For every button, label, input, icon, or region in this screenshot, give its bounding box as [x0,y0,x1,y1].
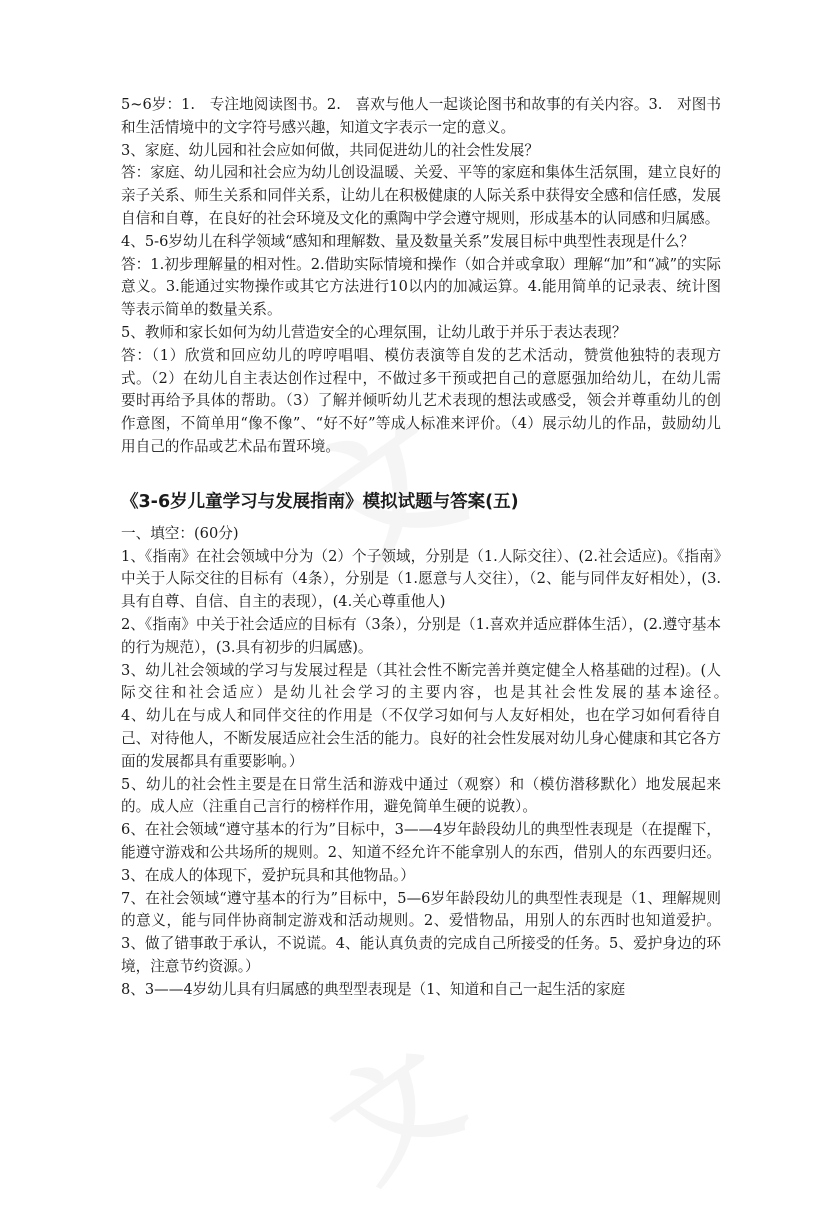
answer: 答：（1）欣赏和回应幼儿的哼哼唱唱、模仿表演等自发的艺术活动，赞赏他独特的表现方式。（2）在幼儿自主表达创作过程中，不做过多干预或把自己的意愿强加给幼儿，在幼儿需要时再给予具体的帮助。（3）了解并倾听幼儿艺术表现的想法或感受，领会并尊重幼儿的创作意图，不简单用“像不像”、“好不好”等成人标准来评价。（4）展示幼儿的作品，鼓励幼儿用自己的作品或艺术品布置环境。 [121,346,721,455]
list-item: 5、幼儿的社会性主要是在日常生活和游戏中通过（观察）和（模仿潜移默化）地发展起来的。成人应（注重自己言行的榜样作用，避免简单生硬的说教）。 [121,775,721,816]
question: 5、教师和家长如何为幼儿营造安全的心理氛围，让幼儿敢于并乐于表达表现？ [121,323,627,341]
fill-in-section [121,523,794,1002]
section-subheading: 一、填空：(60分) [121,524,239,542]
section-title: 《3-6岁儿童学习与发展指南》模拟试题与答案(五) [121,491,519,512]
list-item: 1、《指南》在社会领域中分为（2）个子领域，分别是（1.人际交往）、(2.社会适应)。《指南》中关于人际交往的目标有（4条），分别是（1.愿意与人交往），（2、能与同伴友好相处），(3.具有自尊、自信、自主的表现），(4.关心尊重他人) [121,547,721,611]
answer: 答：1.初步理解量的相对性。2.借助实际情境和操作（如合并或拿取）理解“加”和“减”的实际意义。3.能通过实物操作或其它方法进行10以内的加减运算。4.能用简单的记录表、统计图等表示简单的数量关系。 [121,255,721,319]
list-item: 8、3——4岁幼儿具有归属感的典型型表现是（1、知道和自己一起生活的家庭 [121,980,626,998]
intro-section [121,94,721,459]
question: 3、家庭、幼儿园和社会应如何做，共同促进幼儿的社会性发展？ [121,141,539,159]
list-item: 3、幼儿社会领域的学习与发展过程是（其社会性不断完善并奠定健全人格基础的过程)。(人际交往和社会适应）是幼儿社会学习的主要内容，也是其社会性发展的基本途径。 4、幼儿在与成人和同伴交往的作用是（不仅学习如何与人友好相处，也在学习如何看待自己、对待他人，不断发展适应社会生活的能力。良好的社会性发展对幼儿身心健康和其它各方面的发展都具有重要影响。） [121,661,794,770]
list-item: 7、在社会领域“遵守基本的行为”目标中，5—6岁年龄段幼儿的典型性表现是（1、理解规则的意义，能与同伴协商制定游戏和活动规则。2、爱惜物品，用别人的东西时也知道爱护。3、做了错事敢于承认，不说谎。4、能认真负责的完成自己所接受的任务。5、爱护身边的环境，注意节约资源。） [121,889,721,975]
watermark [292,1001,489,1211]
document-page [121,94,794,1001]
answer: 答：家庭、幼儿园和社会应为幼儿创设温暖、关爱、平等的家庭和集体生活氛围，建立良好的亲子关系、师生关系和同伴关系，让幼儿在积极健康的人际关系中获得安全感和信任感，发展自信和自尊，在良好的社会环境及文化的熏陶中学会遵守规则，形成基本的认同感和归属感。 [121,164,721,227]
list-item: 2、《指南》中关于社会适应的目标有（3条），分别是（1.喜欢并适应群体生活），(2.遵守基本的行为规范），(3.具有初步的归属感)。 [121,615,721,656]
list-item: 6、在社会领域“遵守基本的行为”目标中，3——4岁年龄段幼儿的典型性表现是（在提醒下，能遵守游戏和公共场所的规则。2、知道不经允许不能拿别人的东西，借别人的东西要归还。3、在成人的体现下，爱护玩具和其他物品。） [121,821,721,884]
question: 4、5-6岁幼儿在科学领域“感知和理解数、量及数量关系”发展目标中典型性表现是什么？ [121,232,695,250]
paragraph: 5~6岁：1. 专注地阅读图书。2. 喜欢与他人一起谈论图书和故事的有关内容。3. 对图书和生活情境中的文字符号感兴趣，知道文字表示一定的意义。 [121,96,721,136]
